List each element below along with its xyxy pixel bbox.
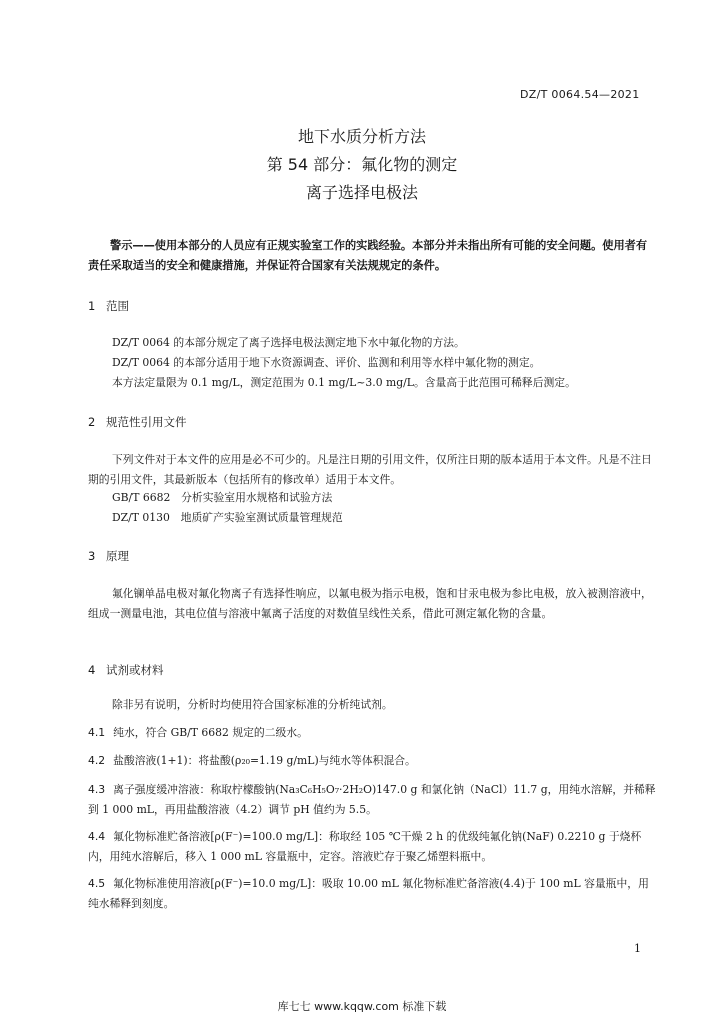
principle-text: 氟化镧单晶电极对氟化物离子有选择性响应，以氟电极为指示电极，饱和甘汞电极为参比电极，放入被测溶液中，组成一测量电池，其电位值与溶液中氟离子活度的对数值呈线性关系，借此可测定氟化物的含量。 (88, 587, 652, 620)
reference-dz-t-0130: DZ/T 0130 地质矿产实验室测试质量管理规范 (112, 511, 343, 524)
references-intro: 下列文件对于本文件的应用是必不可少的。凡是注日期的引用文件，仅所注日期的版本适用于本文件。凡是不注日期的引用文件，其最新版本（包括所有的修改单）适用于本文件。 (88, 453, 652, 486)
clause-text: 离子强度缓冲溶液：称取柠檬酸钠(Na₃C₆H₅O₇·2H₂O)147.0 g 和氯化钠（NaCl）11.7 g，用纯水溶解，并稀释到 1 000 mL，再用盐酸溶液（4.2）调节 pH 值约为 5.5。 (88, 783, 656, 816)
clause-number: 4.4 (88, 830, 106, 843)
scope-line-1: DZ/T 0064 的本部分规定了离子选择电极法测定地下水中氟化物的方法。 (112, 336, 465, 349)
section-title: 规范性引用文件 (106, 415, 187, 429)
page-number: 1 (634, 942, 641, 955)
clause-4-2 (88, 751, 656, 771)
doc-title-line2: 第 54 部分：氟化物的测定 (266, 155, 458, 174)
section-1-heading (88, 298, 129, 314)
clause-text: 盐酸溶液(1+1)：将盐酸(ρ₂₀=1.19 g/mL)与纯水等体积混合。 (113, 754, 416, 767)
clause-4-1 (88, 723, 656, 743)
scope-line-2: DZ/T 0064 的本部分适用于地下水资源调查、评价、监测和利用等水样中氟化物的测定。 (112, 356, 541, 369)
section-4-heading (88, 662, 164, 678)
clause-text: 纯水，符合 GB/T 6682 规定的二级水。 (113, 726, 308, 739)
reference-gb-t-6682: GB/T 6682 分析实验室用水规格和试验方法 (112, 491, 333, 504)
section-number: 1 (88, 299, 96, 313)
section-3-heading (88, 548, 129, 564)
reagents-intro: 除非另有说明，分析时均使用符合国家标准的分析纯试剂。 (112, 698, 393, 711)
section-number: 2 (88, 415, 96, 429)
section-title: 范围 (106, 299, 129, 313)
section-title: 试剂或材料 (106, 663, 164, 677)
doc-title-line1: 地下水质分析方法 (297, 127, 426, 146)
footer-watermark: 库七七 www.kqqw.com 标准下载 (277, 1000, 447, 1013)
section-title: 原理 (106, 549, 129, 563)
standard-number: DZ/T 0064.54—2021 (520, 88, 640, 101)
section-2-heading (88, 414, 187, 430)
clause-text: 氟化物标准贮备溶液[ρ(F⁻)=100.0 mg/L]：称取经 105 ℃干燥 2 h 的优级纯氟化钠(NaF) 0.2210 g 于烧杯内，用纯水溶解后，移入 1 000 mL 容量瓶中，定容。溶液贮存于聚乙烯塑料瓶中。 (88, 830, 642, 863)
clause-4-5 (88, 874, 656, 914)
clause-number: 4.2 (88, 754, 106, 767)
section-number: 4 (88, 663, 96, 677)
safety-warning: 警示——使用本部分的人员应有正规实验室工作的实践经验。本部分并未指出所有可能的安全问题。使用者有责任采取适当的安全和健康措施，并保证符合国家有关法规规定的条件。 (88, 239, 648, 272)
clause-text: 氟化物标准使用溶液[ρ(F⁻)=10.0 mg/L]：吸取 10.00 mL 氟化物标准贮备溶液(4.4)于 100 mL 容量瓶中，用纯水稀释到刻度。 (88, 877, 649, 910)
clause-4-3 (88, 780, 656, 820)
section-number: 3 (88, 549, 96, 563)
doc-title-line3: 离子选择电极法 (305, 183, 418, 202)
scope-line-3: 本方法定量限为 0.1 mg/L，测定范围为 0.1 mg/L~3.0 mg/L。含量高于此范围可稀释后测定。 (112, 376, 576, 389)
clause-number: 4.3 (88, 783, 106, 796)
clause-4-4 (88, 827, 656, 867)
clause-number: 4.5 (88, 877, 106, 890)
clause-number: 4.1 (88, 726, 106, 739)
